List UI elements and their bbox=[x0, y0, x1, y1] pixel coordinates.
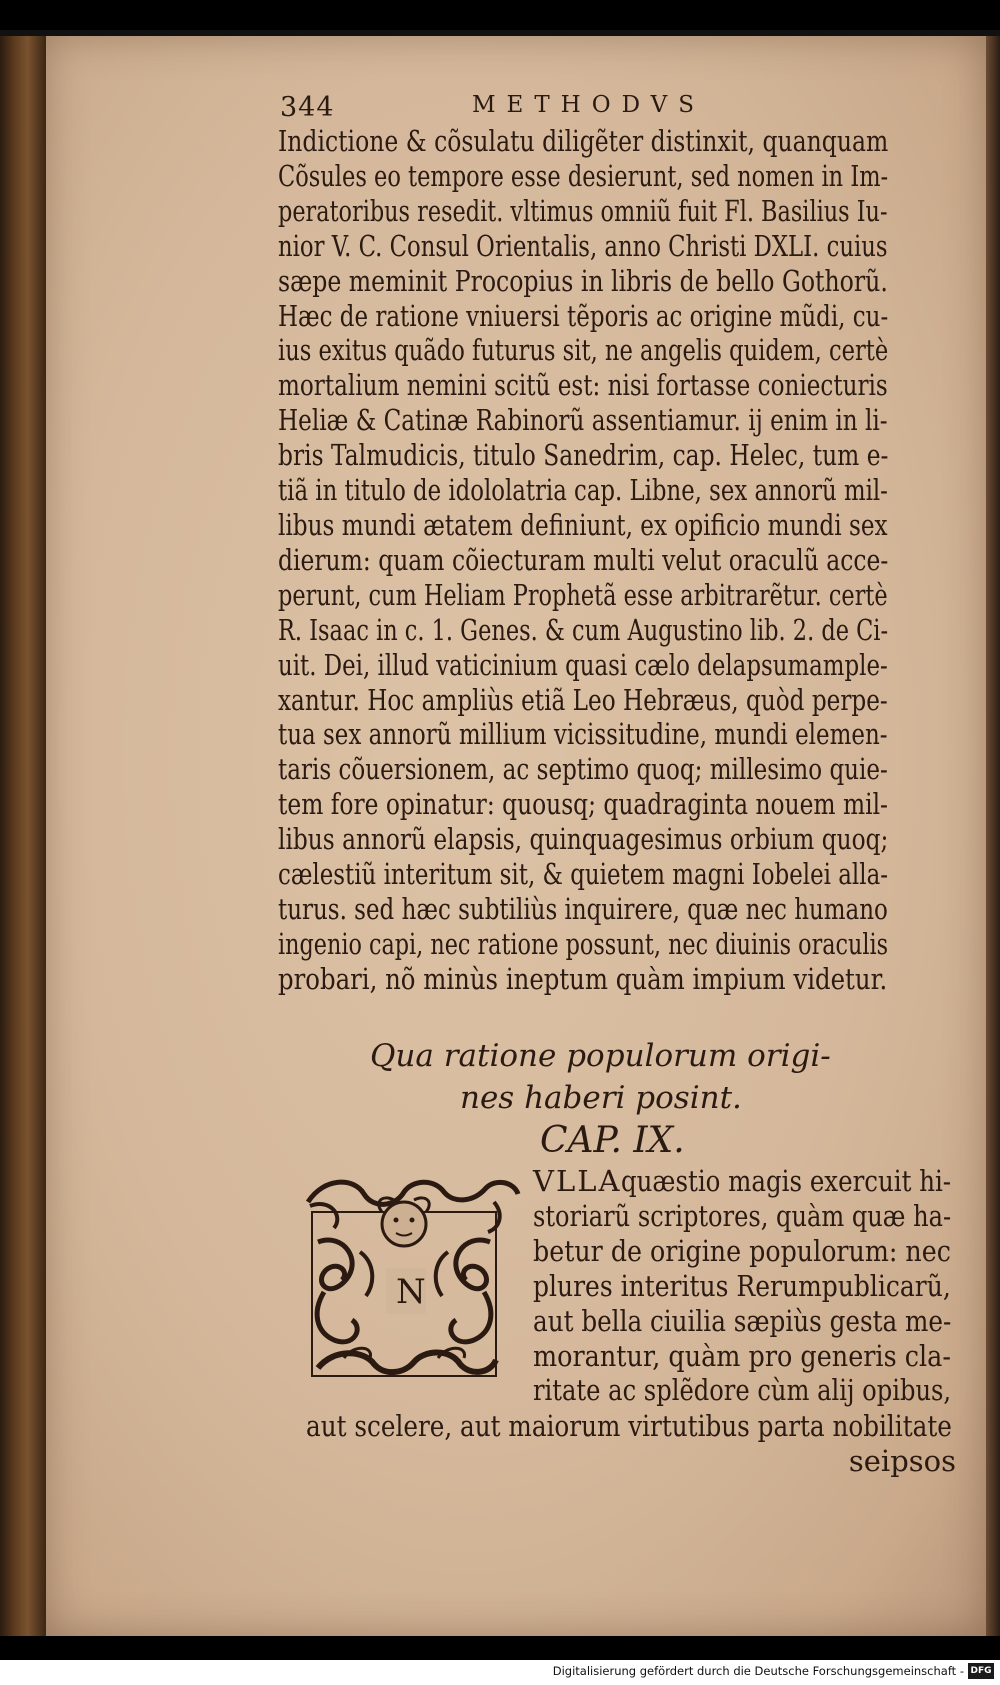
initial-letter: N bbox=[396, 1272, 426, 1312]
footer-credit: Digitalisierung gefördert durch die Deutsche Forschungsgemeinschaft - bbox=[552, 1664, 964, 1678]
text-line bbox=[533, 1373, 953, 1408]
chapter-number: CAP. IX. bbox=[540, 1120, 685, 1161]
text-line bbox=[278, 473, 938, 508]
text-line bbox=[278, 578, 938, 613]
text-line bbox=[278, 613, 938, 648]
dfg-logo: DFG bbox=[968, 1663, 994, 1679]
text-line-content: ius exitus quãdo futurus sit, ne angelis quidem, certè bbox=[278, 333, 889, 368]
text-line bbox=[278, 717, 938, 752]
opening-word: VLLA bbox=[533, 1164, 622, 1198]
text-line bbox=[533, 1304, 953, 1339]
text-line bbox=[278, 752, 938, 787]
text-line bbox=[278, 787, 938, 822]
text-line-content: xantur. Hoc ampliùs etiã Leo Hebræus, quòd perpe- bbox=[278, 682, 888, 717]
text-line-content: libus annorũ elapsis, quinquagesimus orbium quoq; bbox=[278, 822, 889, 857]
text-line-content: turus. sed hæc subtiliùs inquirere, quæ nec humano bbox=[278, 891, 888, 926]
text-line bbox=[278, 229, 938, 264]
text-line-content: ritate ac splẽdore cùm alij opibus, bbox=[533, 1373, 952, 1408]
running-head bbox=[280, 92, 740, 128]
text-line-content: perunt, cum Heliam Prophetã esse arbitrarẽtur. certè bbox=[278, 577, 888, 612]
text-line bbox=[533, 1269, 953, 1304]
digitization-footer bbox=[0, 1660, 1000, 1685]
text-line-content: R. Isaac in c. 1. Genes. & cum Augustino lib. 2. de Ci- bbox=[278, 612, 889, 647]
text-line-content: tua sex annorũ millium vicissitudine, mundi elemen- bbox=[278, 717, 888, 752]
text-line bbox=[278, 892, 938, 927]
decorated-initial bbox=[304, 1172, 522, 1384]
text-line-content: libus mundi ætatem definiunt, ex opificio mundi sex bbox=[278, 507, 888, 542]
text-line bbox=[278, 508, 938, 543]
text-line bbox=[306, 1409, 956, 1444]
text-line-content: quæstio magis exercuit hi- bbox=[621, 1164, 952, 1198]
text-line-content: betur de origine populorum: nec bbox=[533, 1233, 951, 1268]
text-line-content: tem fore opinatur: quousq; quadraginta nouem mil- bbox=[278, 787, 888, 822]
chapter-heading bbox=[370, 1035, 970, 1163]
text-line bbox=[278, 857, 938, 892]
text-line bbox=[533, 1234, 953, 1269]
text-line bbox=[278, 648, 938, 683]
chapter-title-line-2: nes haberi posint. bbox=[460, 1080, 742, 1116]
text-line-content: Cõsules eo tempore esse desierunt, sed nomen in Im- bbox=[278, 158, 889, 193]
text-line bbox=[533, 1164, 953, 1199]
text-line-content: Heliæ & Catinæ Rabinorũ assentiamur. ij enim in li- bbox=[278, 403, 888, 438]
text-line bbox=[278, 543, 938, 578]
chapter-title-line-1: Qua ratione populorum origi- bbox=[370, 1038, 831, 1074]
body-text bbox=[278, 124, 938, 997]
text-line bbox=[533, 1199, 953, 1234]
text-line-content: dierum: quam cõiecturam multi velut oraculũ acce- bbox=[278, 542, 889, 577]
running-head-title: METHODVS bbox=[472, 92, 705, 118]
text-line-content: nior V. C. Consul Orientalis, anno Christi DXLI. cuius bbox=[278, 228, 888, 263]
text-line-content: sæpe meminit Procopius in libris de bello Gothorũ. bbox=[278, 263, 888, 298]
page-fore-edge bbox=[986, 36, 1000, 1636]
text-line bbox=[278, 264, 938, 299]
text-line-content: probari, nõ minùs ineptum quàm impium videtur. bbox=[278, 961, 888, 996]
text-line bbox=[278, 962, 938, 997]
text-line-content: aut scelere, aut maiorum virtutibus parta nobilitate bbox=[306, 1409, 952, 1443]
text-line bbox=[278, 124, 938, 159]
text-line-content: plures interitus Rerumpublicarũ, bbox=[533, 1268, 951, 1303]
text-line bbox=[278, 683, 938, 718]
text-line bbox=[278, 194, 938, 229]
text-line-content: morantur, quàm pro generis cla- bbox=[533, 1338, 951, 1373]
text-line-content: ingenio capi, nec ratione possunt, nec diuinis oraculis bbox=[278, 926, 889, 961]
text-line-content: Indictione & cõsulatu diligẽter distinxit, quanquam bbox=[278, 124, 889, 158]
text-line-content: storiarũ scriptores, quàm quæ ha- bbox=[533, 1198, 952, 1233]
text-line-content: cælestiũ interitum sit, & quietem magni Iobelei alla- bbox=[278, 857, 888, 892]
text-line-content: mortalium nemini scitũ est: nisi fortasse coniecturis bbox=[278, 368, 888, 403]
chapter-paragraph-indented bbox=[533, 1164, 953, 1408]
catchword: seipsos bbox=[848, 1443, 956, 1478]
text-line bbox=[278, 927, 938, 962]
text-line-content: peratoribus resedit. vltimus omniũ fuit Fl. Basilius Iu- bbox=[278, 193, 888, 228]
text-line bbox=[278, 159, 938, 194]
chapter-paragraph-full bbox=[306, 1409, 956, 1479]
text-line bbox=[278, 403, 938, 438]
text-line-content: Hæc de ratione vniuersi tẽporis ac origine mũdi, cu- bbox=[278, 298, 889, 333]
text-line-content: taris cõuersionem, ac septimo quoq; millesimo quie- bbox=[278, 752, 888, 787]
text-line-content: bris Talmudicis, titulo Sanedrim, cap. Helec, tum e- bbox=[278, 438, 889, 473]
text-line bbox=[278, 368, 938, 403]
text-line-content: uit. Dei, illud vaticinium quasi cælo delapsumample- bbox=[278, 647, 888, 682]
book-spine-edge bbox=[0, 36, 46, 1636]
text-line bbox=[278, 822, 938, 857]
page-number: 344 bbox=[280, 92, 335, 123]
text-line bbox=[278, 299, 938, 334]
text-line-content: tiã in titulo de idololatria cap. Libne, sex annorũ mil- bbox=[278, 473, 888, 508]
text-line bbox=[278, 333, 938, 368]
text-line-content: aut bella ciuilia sæpiùs gesta me- bbox=[533, 1303, 952, 1338]
text-line bbox=[278, 438, 938, 473]
text-line bbox=[533, 1339, 953, 1374]
